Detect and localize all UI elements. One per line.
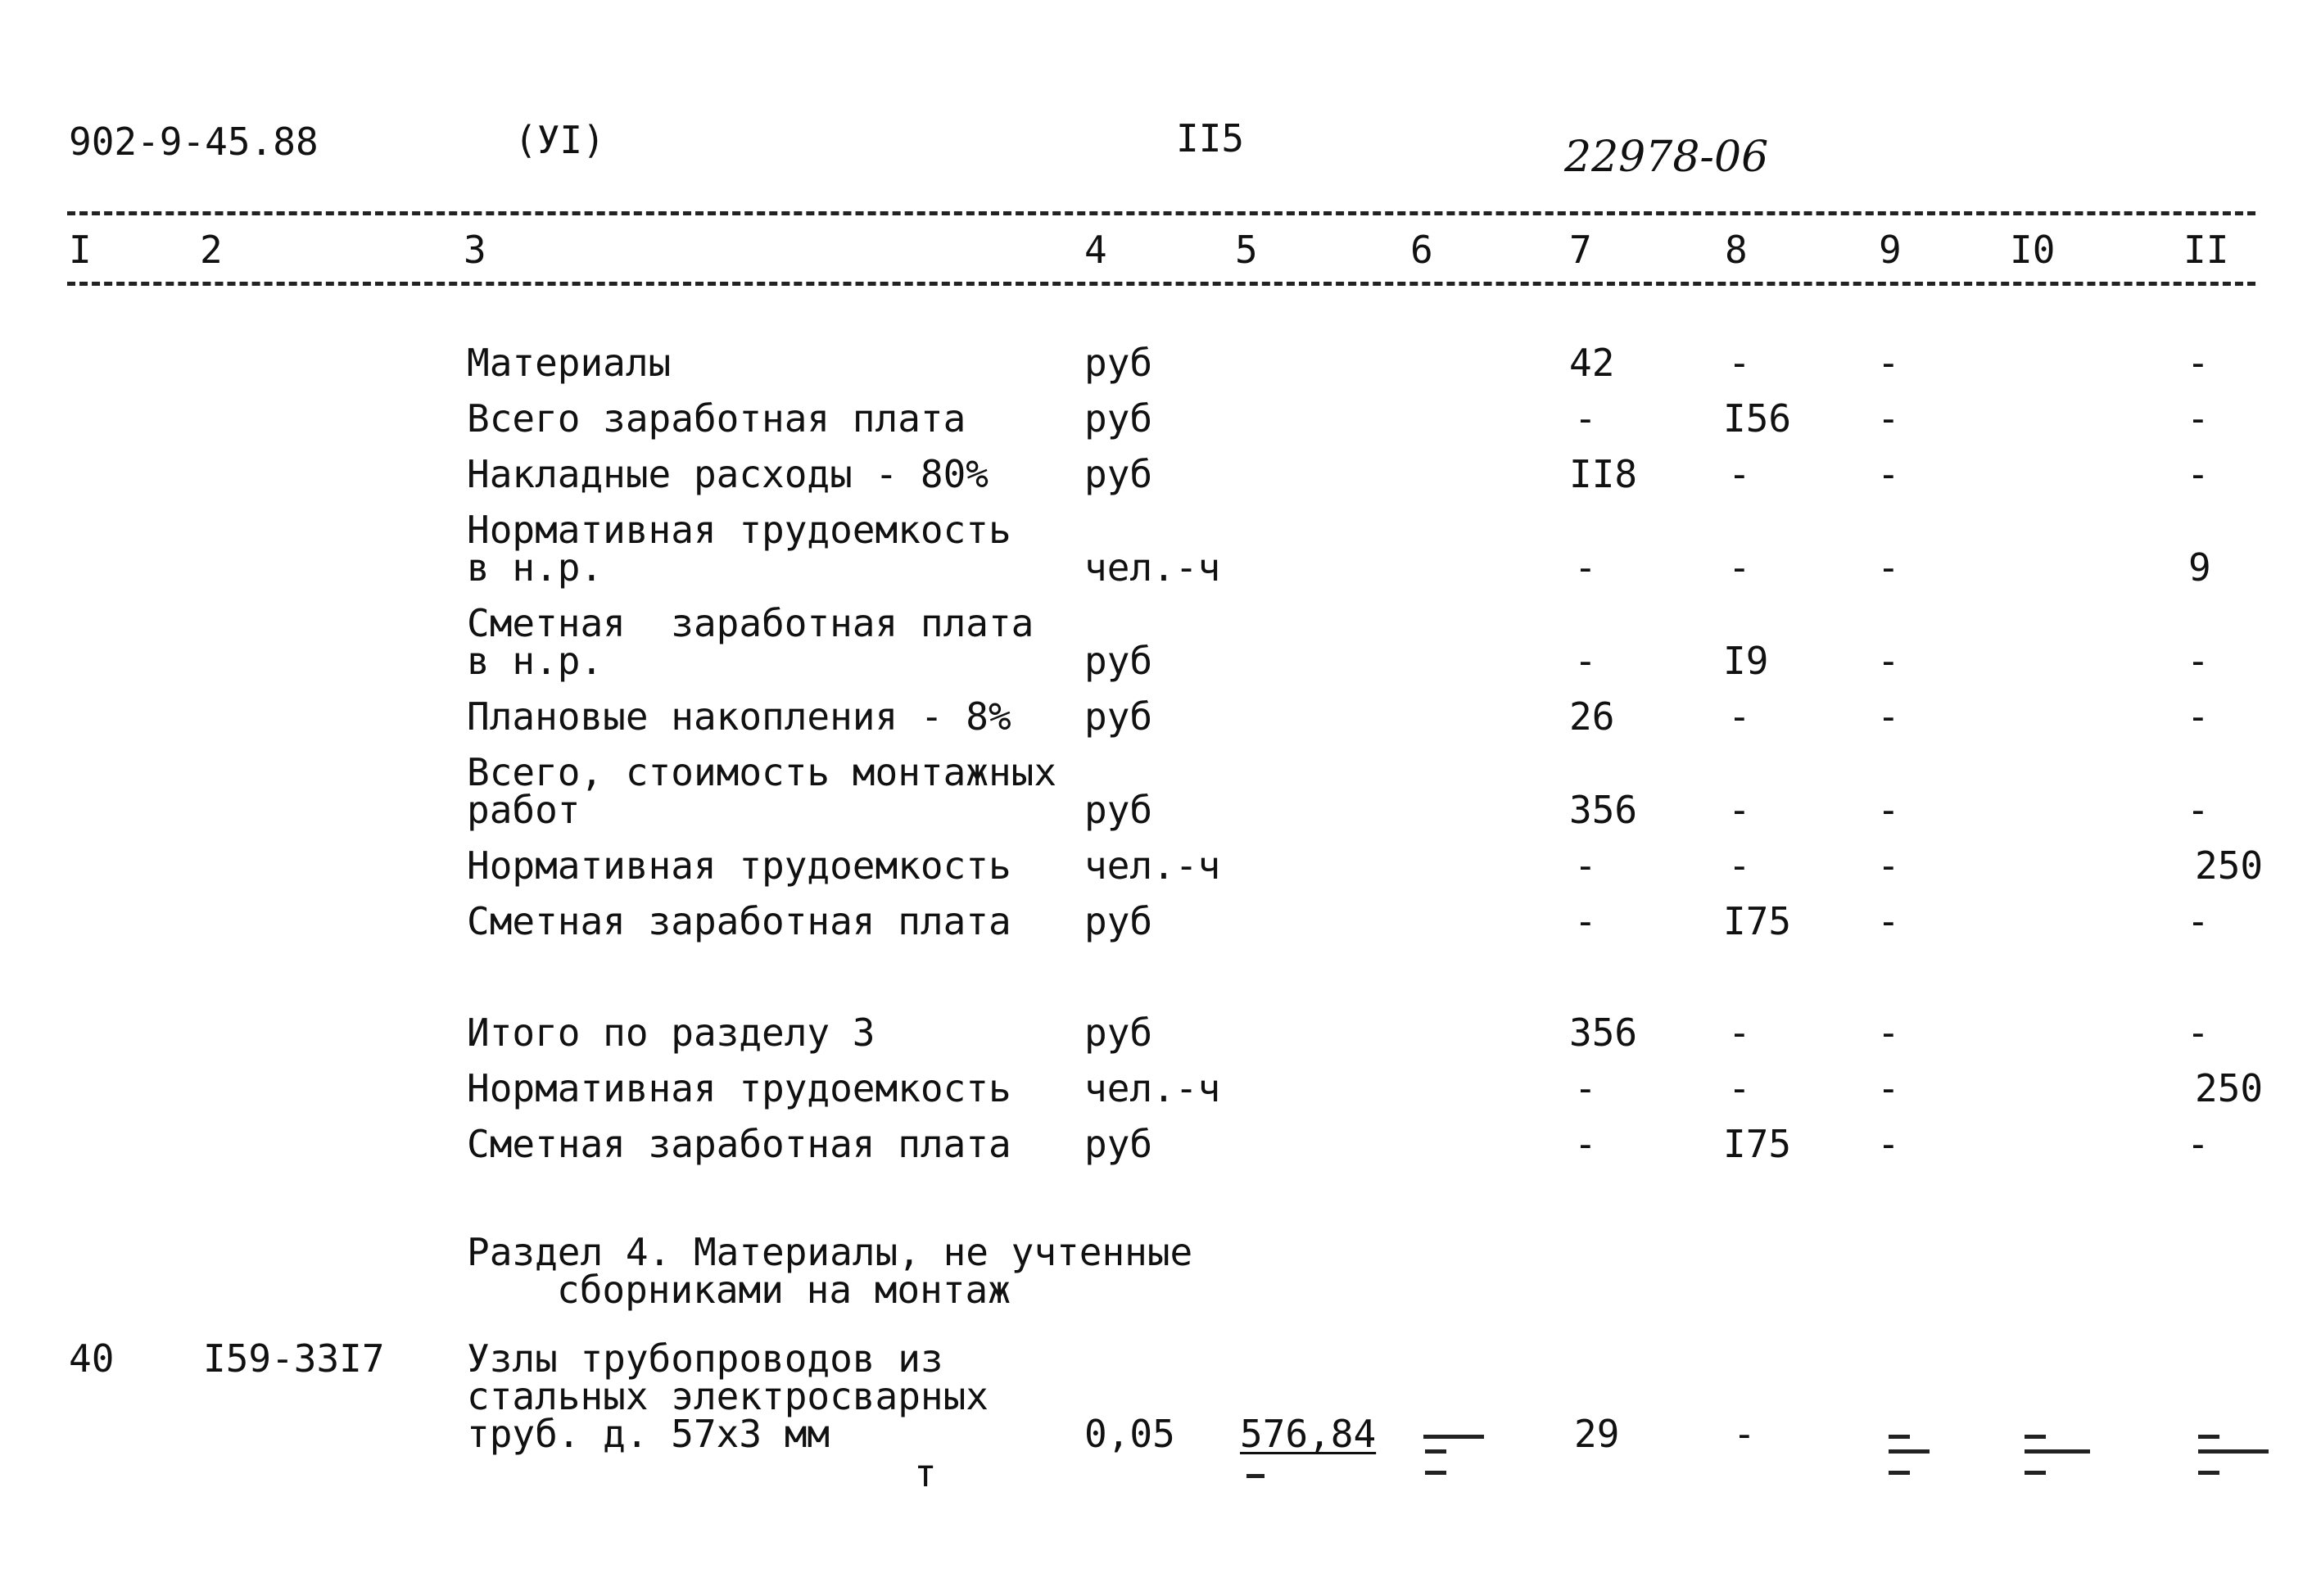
row-col11: - [2187,452,2210,496]
row-col7: - [1574,639,1597,683]
row-col8: - [1728,1066,1751,1110]
row-col11: - [2187,639,2210,683]
col11-dash [2198,1435,2219,1439]
col10-dash [2025,1435,2046,1439]
column-header: 3 [464,228,486,272]
row-col7: 42 [1569,341,1615,385]
row-col9: - [1877,899,1900,943]
row-col7: 356 [1569,1010,1638,1055]
row-col9: - [1877,1066,1900,1110]
row-name: Нормативная трудоемкость [467,508,1011,552]
column-header: 9 [1879,228,1902,272]
col9-dash [1889,1471,1910,1475]
section-heading-line2: сборниками на монтаж [557,1268,1011,1312]
column-header: 6 [1410,228,1433,272]
row-name-line2: работ [467,788,581,832]
row-col9: - [1877,639,1900,683]
row-col11: - [2187,396,2210,441]
section-heading: Раздел 4. Материалы, не учтенные [467,1230,1193,1274]
row-col9: - [1877,341,1900,385]
row-col8: I75 [1723,1122,1792,1166]
row-name: Сметная заработная плата [467,1122,1011,1166]
row-unit: чел.-ч [1084,843,1221,888]
row-col11: 250 [2195,843,2264,888]
row-col8: - [1728,341,1751,385]
row-col11: - [2187,899,2210,943]
column-header: I0 [2010,228,2056,272]
inventory-number: 22978-06 [1564,133,1769,182]
row-col9: - [1877,843,1900,888]
item-name: Узлы трубопроводов из [467,1336,943,1381]
row-unit: руб [1084,341,1153,385]
header-top-rule [67,211,2255,215]
column-header: 8 [1725,228,1748,272]
item-price: 576,84 [1240,1412,1377,1456]
row-unit: руб [1084,452,1153,496]
row-name: Всего заработная плата [467,396,966,441]
row-col7: 356 [1569,788,1638,832]
row-name: Сметная заработная плата [467,899,1011,943]
row-col8: I75 [1723,899,1792,943]
row-unit: чел.-ч [1084,1066,1221,1110]
price-sub-dash [1246,1474,1265,1478]
header-bottom-rule [67,282,2255,286]
item-unit: т [914,1451,937,1495]
item-name-line3: труб. д. 57х3 мм [467,1412,830,1456]
row-col11: - [2187,341,2210,385]
row-name: Итого по разделу 3 [467,1010,875,1055]
row-name: Накладные расходы - 80% [467,452,989,496]
col11-dash [2198,1449,2269,1454]
row-col8: I56 [1723,396,1792,441]
row-name: Плановые накопления - 8% [467,694,1011,739]
row-col9: - [1877,788,1900,832]
column-header: I [69,228,92,272]
col6-dash [1423,1435,1484,1439]
row-unit: руб [1084,899,1153,943]
row-col9: - [1877,1010,1900,1055]
row-col9: - [1877,694,1900,739]
row-unit: руб [1084,788,1153,832]
col6-dash [1425,1449,1446,1454]
row-col8: - [1728,1010,1751,1055]
row-name-line2: в н.р. [467,545,604,590]
row-col9: - [1877,396,1900,441]
page-number: II5 [1176,116,1245,161]
row-col8: - [1728,694,1751,739]
row-col11: 9 [2188,545,2211,590]
row-unit: руб [1084,1010,1153,1055]
column-header: 7 [1569,228,1592,272]
row-col9: - [1877,452,1900,496]
column-header: 2 [200,228,223,272]
row-unit: руб [1084,1122,1153,1166]
row-col8: - [1728,545,1751,590]
row-col8: I9 [1723,639,1769,683]
row-col9: - [1877,1122,1900,1166]
row-unit: руб [1084,396,1153,441]
row-name: Сметная заработная плата [467,601,1034,645]
row-col8: - [1728,452,1751,496]
row-unit: чел.-ч [1084,545,1221,590]
row-name: Всего, стоимость монтажных [467,750,1057,794]
column-header: II [2183,228,2229,272]
row-col7: II8 [1569,452,1638,496]
col9-dash [1889,1435,1910,1439]
column-header: 5 [1235,228,1258,272]
row-col8: - [1728,843,1751,888]
row-name: Материалы [467,341,672,385]
row-name: Нормативная трудоемкость [467,843,1011,888]
row-col7: - [1574,1122,1597,1166]
row-col7: - [1574,843,1597,888]
album-number: (УI) [514,118,605,162]
row-col11: - [2187,788,2210,832]
row-col11: - [2187,1010,2210,1055]
row-col7: 26 [1569,694,1615,739]
col10-dash [2025,1471,2046,1475]
col11-dash [2198,1471,2219,1475]
row-col7: - [1574,1066,1597,1110]
item-code: I59-33I7 [203,1336,385,1381]
col6-dash [1425,1471,1446,1475]
row-name: Нормативная трудоемкость [467,1066,1011,1110]
item-col8: - [1733,1412,1756,1456]
row-col7: - [1574,396,1597,441]
column-header: 4 [1084,228,1107,272]
col10-dash [2025,1449,2090,1454]
row-col11: 250 [2195,1066,2264,1110]
row-col7: - [1574,899,1597,943]
row-col11: - [2187,694,2210,739]
row-unit: руб [1084,639,1153,683]
row-col7: - [1574,545,1597,590]
col9-dash [1889,1449,1930,1454]
row-unit: руб [1084,694,1153,739]
row-col8: - [1728,788,1751,832]
row-col9: - [1877,545,1900,590]
item-col7: 29 [1574,1412,1620,1456]
item-number: 40 [69,1336,115,1381]
item-quantity: 0,05 [1084,1412,1175,1456]
item-name-line2: стальных электросварных [467,1374,989,1418]
doc-code: 902-9-45.88 [69,120,319,164]
row-name-line2: в н.р. [467,639,604,683]
row-col11: - [2187,1122,2210,1166]
